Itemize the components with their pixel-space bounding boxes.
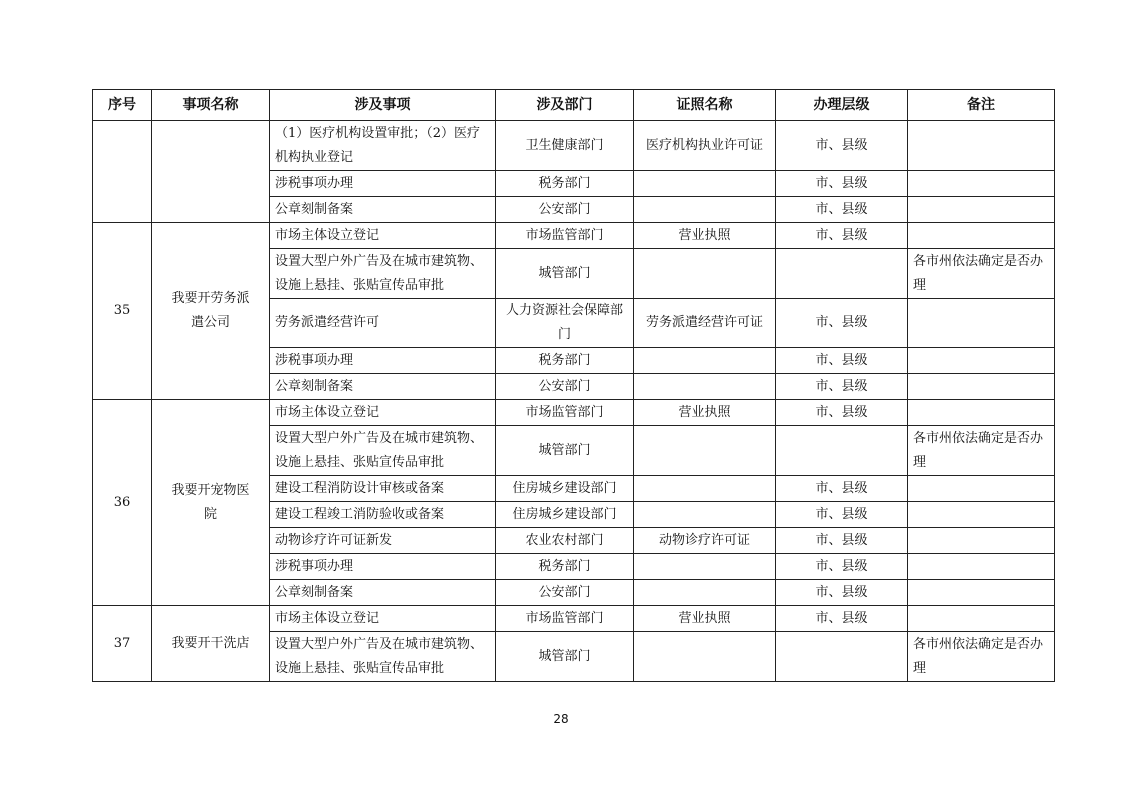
- level-cell: 市、县级: [776, 476, 908, 502]
- header-level: 办理层级: [776, 90, 908, 121]
- seq-cell: 37: [93, 606, 152, 682]
- table-row: [93, 606, 1055, 632]
- license-name-cell: 医疗机构执业许可证: [634, 121, 776, 171]
- involved-matter-cell: 设置大型户外广告及在城市建筑物、设施上悬挂、张贴宣传品审批: [270, 426, 496, 476]
- license-name-cell: [634, 502, 776, 528]
- table-row: [93, 121, 1055, 171]
- level-cell: [776, 249, 908, 299]
- service-items-table: [92, 89, 1055, 682]
- remark-cell: 各市州依法确定是否办理: [908, 249, 1055, 299]
- department-cell: 人力资源社会保障部门: [496, 299, 634, 348]
- department-cell: 税务部门: [496, 348, 634, 374]
- license-name-cell: 动物诊疗许可证: [634, 528, 776, 554]
- involved-matter-cell: （1）医疗机构设置审批；（2）医疗机构执业登记: [270, 121, 496, 171]
- license-name-cell: 劳务派遣经营许可证: [634, 299, 776, 348]
- involved-matter-cell: 公章刻制备案: [270, 580, 496, 606]
- remark-cell: [908, 400, 1055, 426]
- involved-matter-cell: 市场主体设立登记: [270, 223, 496, 249]
- remark-cell: [908, 476, 1055, 502]
- level-cell: 市、县级: [776, 171, 908, 197]
- department-cell: 税务部门: [496, 171, 634, 197]
- license-name-cell: [634, 374, 776, 400]
- involved-matter-cell: 动物诊疗许可证新发: [270, 528, 496, 554]
- department-cell: 住房城乡建设部门: [496, 502, 634, 528]
- table-row: [93, 223, 1055, 249]
- involved-matter-cell: 公章刻制备案: [270, 197, 496, 223]
- item-name-cell: [152, 121, 270, 223]
- department-cell: 市场监管部门: [496, 223, 634, 249]
- department-cell: 公安部门: [496, 197, 634, 223]
- item-name-cell: 我要开劳务派遣公司: [152, 223, 270, 400]
- header-involved-matters: 涉及事项: [270, 90, 496, 121]
- level-cell: 市、县级: [776, 606, 908, 632]
- remark-cell: [908, 197, 1055, 223]
- level-cell: 市、县级: [776, 121, 908, 171]
- department-cell: 住房城乡建设部门: [496, 476, 634, 502]
- level-cell: [776, 426, 908, 476]
- involved-matter-cell: 公章刻制备案: [270, 374, 496, 400]
- involved-matter-cell: 建设工程竣工消防验收或备案: [270, 502, 496, 528]
- involved-matter-cell: 设置大型户外广告及在城市建筑物、设施上悬挂、张贴宣传品审批: [270, 249, 496, 299]
- remark-cell: [908, 171, 1055, 197]
- header-seq: 序号: [93, 90, 152, 121]
- department-cell: 市场监管部门: [496, 606, 634, 632]
- department-cell: 公安部门: [496, 580, 634, 606]
- involved-matter-cell: 市场主体设立登记: [270, 606, 496, 632]
- remark-cell: [908, 374, 1055, 400]
- department-cell: 市场监管部门: [496, 400, 634, 426]
- department-cell: 卫生健康部门: [496, 121, 634, 171]
- license-name-cell: [634, 632, 776, 682]
- remark-cell: [908, 348, 1055, 374]
- remark-cell: [908, 528, 1055, 554]
- level-cell: 市、县级: [776, 223, 908, 249]
- header-item-name: 事项名称: [152, 90, 270, 121]
- header-license: 证照名称: [634, 90, 776, 121]
- license-name-cell: [634, 197, 776, 223]
- level-cell: 市、县级: [776, 554, 908, 580]
- department-cell: 公安部门: [496, 374, 634, 400]
- involved-matter-cell: 设置大型户外广告及在城市建筑物、设施上悬挂、张贴宣传品审批: [270, 632, 496, 682]
- item-name-cell: 我要开干洗店: [152, 606, 270, 682]
- remark-cell: 各市州依法确定是否办理: [908, 632, 1055, 682]
- remark-cell: 各市州依法确定是否办理: [908, 426, 1055, 476]
- level-cell: 市、县级: [776, 348, 908, 374]
- license-name-cell: [634, 249, 776, 299]
- level-cell: 市、县级: [776, 400, 908, 426]
- remark-cell: [908, 299, 1055, 348]
- header-row: [93, 90, 1055, 121]
- department-cell: 城管部门: [496, 249, 634, 299]
- license-name-cell: [634, 426, 776, 476]
- level-cell: 市、县级: [776, 502, 908, 528]
- involved-matter-cell: 涉税事项办理: [270, 554, 496, 580]
- involved-matter-cell: 涉税事项办理: [270, 171, 496, 197]
- license-name-cell: [634, 476, 776, 502]
- seq-cell: [93, 121, 152, 223]
- license-name-cell: 营业执照: [634, 400, 776, 426]
- remark-cell: [908, 580, 1055, 606]
- level-cell: [776, 632, 908, 682]
- involved-matter-cell: 市场主体设立登记: [270, 400, 496, 426]
- remark-cell: [908, 606, 1055, 632]
- involved-matter-cell: 建设工程消防设计审核或备案: [270, 476, 496, 502]
- level-cell: 市、县级: [776, 374, 908, 400]
- remark-cell: [908, 223, 1055, 249]
- table-body: [93, 121, 1055, 682]
- license-name-cell: 营业执照: [634, 223, 776, 249]
- level-cell: 市、县级: [776, 197, 908, 223]
- license-name-cell: [634, 171, 776, 197]
- seq-cell: 36: [93, 400, 152, 606]
- department-cell: 城管部门: [496, 632, 634, 682]
- license-name-cell: 营业执照: [634, 606, 776, 632]
- license-name-cell: [634, 554, 776, 580]
- remark-cell: [908, 554, 1055, 580]
- table-row: [93, 400, 1055, 426]
- header-department: 涉及部门: [496, 90, 634, 121]
- remark-cell: [908, 502, 1055, 528]
- remark-cell: [908, 121, 1055, 171]
- seq-cell: 35: [93, 223, 152, 400]
- license-name-cell: [634, 348, 776, 374]
- department-cell: 城管部门: [496, 426, 634, 476]
- level-cell: 市、县级: [776, 299, 908, 348]
- department-cell: 农业农村部门: [496, 528, 634, 554]
- license-name-cell: [634, 580, 776, 606]
- page-number: 28: [553, 712, 569, 726]
- level-cell: 市、县级: [776, 580, 908, 606]
- involved-matter-cell: 劳务派遣经营许可: [270, 299, 496, 348]
- involved-matter-cell: 涉税事项办理: [270, 348, 496, 374]
- department-cell: 税务部门: [496, 554, 634, 580]
- level-cell: 市、县级: [776, 528, 908, 554]
- item-name-cell: 我要开宠物医院: [152, 400, 270, 606]
- header-remarks: 备注: [908, 90, 1055, 121]
